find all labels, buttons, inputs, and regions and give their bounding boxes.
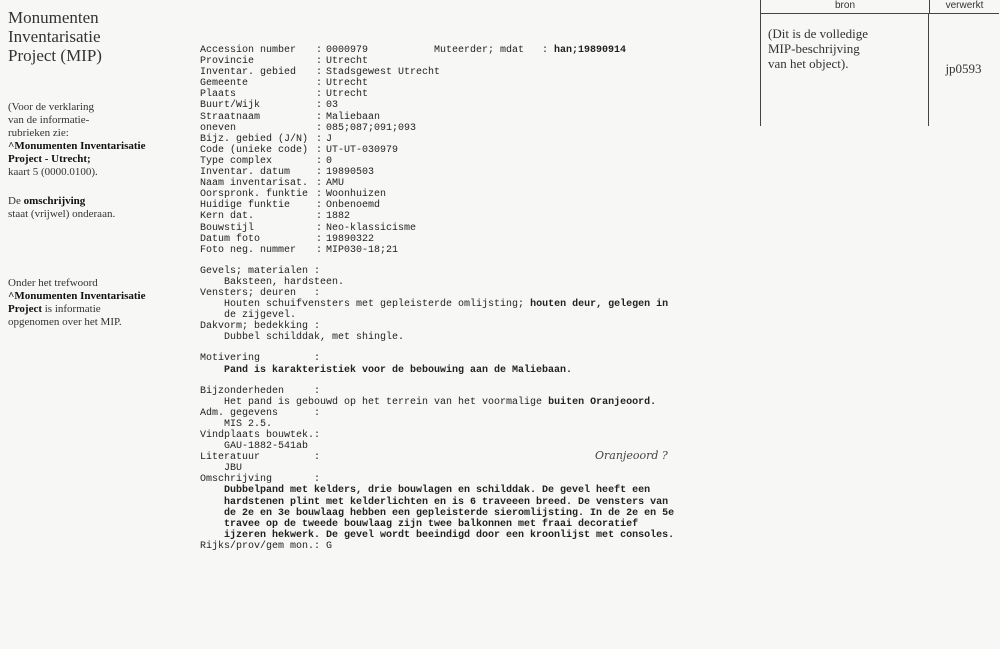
field-value: 0000979 [326, 45, 369, 56]
field-label: Huidige funktie [200, 200, 291, 212]
field-value: Woonhuizen [326, 189, 387, 201]
table-header [761, 0, 999, 14]
field-label: Plaats [200, 89, 237, 101]
field-row: Bijz. gebied (J/N) : J [200, 133, 333, 145]
section-text: Dubbelpand met kelders, drie bouwlagen en schilddak. De gevel heeft een [224, 485, 651, 497]
field-row: Straatnaam : Maliebaan [200, 111, 381, 123]
field-label: Oorspronk. funktie [200, 189, 309, 201]
section-label: Rijks/prov/gem mon.: G [200, 540, 333, 552]
field-row: Huidige funktie : Onbenoemd [200, 200, 381, 212]
note-link: Project [8, 303, 42, 315]
field-value: 1882 [326, 211, 351, 223]
section-label: Literatuur : [200, 452, 321, 464]
section-vensters [200, 288, 720, 321]
field-value: 19890503 [326, 167, 375, 179]
section-label: Dakvorm; bedekking : [200, 321, 321, 333]
field-row: Provincie : Utrecht [200, 56, 369, 68]
source-table [760, 0, 999, 126]
note-line: van de informatie- [8, 114, 90, 126]
field-value: Onbenoemd [326, 200, 381, 212]
field-label: Bijz. gebied (J/N) [200, 133, 309, 145]
section-label: Gevels; materialen : [200, 265, 321, 277]
section-label: Adm. gegevens : [200, 407, 321, 419]
section-text: JBU [224, 463, 243, 475]
field-value: Stadsgewest Utrecht [326, 67, 441, 79]
table-row [761, 14, 999, 126]
field-label: Muteerder; mdat [434, 45, 525, 56]
section-label: Vensters; deuren : [200, 287, 321, 299]
field-row: Foto neg. nummer : MIP030-18;21 [200, 244, 399, 256]
field-value: AMU [326, 178, 345, 190]
note-link: ^Monumenten Inventarisatie [8, 290, 146, 302]
field-row: Kern dat. : 1882 [200, 211, 351, 223]
verwerkt-cell: jp0593 [945, 61, 982, 76]
section-text: Pand is karakteristiek voor de bebouwing aan de Maliebaan. [224, 364, 573, 376]
field-label: Type complex [200, 155, 273, 167]
field-row: Oorspronk. funktie : Woonhuizen [200, 189, 387, 201]
section-text: Houten schuifvensters met gepleisterde omlijsting; houten deur, gelegen in [224, 299, 669, 311]
cell-line: MIP-beschrijving [768, 41, 860, 56]
note-line: kaart 5 (0000.0100). [8, 166, 98, 178]
note-line: (Voor de verklaring [8, 101, 94, 113]
field-value: 19890322 [326, 233, 375, 245]
note-link: ^Monumenten Inventarisatie [8, 140, 146, 152]
field-row: Type complex : 0 [200, 155, 333, 167]
field-row: oneven : 085;087;091;093 [200, 122, 417, 134]
field-label: Bouwstijl [200, 222, 255, 234]
field-value: Maliebaan [326, 111, 381, 123]
handwritten-annotation: Oranjeoord ? [595, 449, 668, 462]
note-line: rubrieken zie: [8, 127, 69, 139]
field-row: Inventar. datum : 19890503 [200, 167, 375, 179]
field-value: 0 [326, 155, 333, 167]
field-row: Naam inventarisat. : AMU [200, 178, 345, 190]
field-row: Inventar. gebied : Stadsgewest Utrecht [200, 67, 441, 79]
field-label: Naam inventarisat. [200, 178, 309, 190]
field-label: Code (unieke code) [200, 144, 309, 156]
section-omschrijving [200, 474, 720, 541]
section-text: GAU-1882-541ab [224, 441, 309, 453]
section-rijks [200, 541, 720, 552]
field-value: han;19890914 [554, 45, 627, 56]
section-adm [200, 408, 720, 430]
section-text: Het pand is gebouwd op het terrein van het voormalige buiten Oranjeoord. [224, 396, 657, 408]
field-value: UT-UT-030979 [326, 144, 399, 156]
field-list [200, 45, 720, 256]
page-title [8, 8, 183, 65]
field-row: Accession number : 0000979 [200, 45, 369, 56]
field-row: Buurt/Wijk : 03 [200, 100, 339, 112]
cell-line: van het object). [768, 56, 849, 71]
section-label: Bijzonderheden : [200, 385, 321, 397]
field-value: Utrecht [326, 89, 369, 101]
title-line: Inventarisatie [8, 27, 101, 46]
section-text: travee op de tweede bouwlaag zijn twee balkonnen met fraai decoratief [224, 518, 639, 530]
field-value: Utrecht [326, 56, 369, 68]
section-text: Baksteen, hardsteen. [224, 276, 345, 288]
section-text: de 2e en 3e bouwlaag hebben een gepleisterde sieromlijsting. In de 2e en 5e [224, 507, 675, 519]
field-value: J [326, 133, 333, 145]
section-text: ijzeren hekwerk. De gevel wordt beeindigd door een kroonlijst met consoles. [224, 529, 675, 541]
field-value: Neo-klassicisme [326, 222, 417, 234]
section-motivering [200, 353, 720, 375]
omschrijving-note [8, 195, 183, 221]
section-dakvorm [200, 321, 720, 343]
section-bijzonderheden [200, 386, 720, 408]
field-label: Inventar. datum [200, 167, 291, 179]
trefwoord-note [8, 277, 183, 329]
field-label: Kern dat. [200, 211, 255, 223]
field-label: Inventar. gebied [200, 67, 297, 79]
field-value: MIP030-18;21 [326, 244, 399, 256]
field-label: Provincie [200, 56, 255, 68]
field-value: 03 [326, 100, 339, 112]
note-line: Onder het trefwoord [8, 277, 98, 289]
field-label: Gemeente [200, 78, 249, 90]
column-header-bron: bron [761, 0, 930, 13]
note-text: is informatie [42, 303, 101, 315]
field-value: 085;087;091;093 [326, 122, 417, 134]
field-row: Code (unieke code) : UT-UT-030979 [200, 144, 399, 156]
title-line: Monumenten [8, 8, 99, 27]
mutation-field: Muteerder; mdat : han;19890914 [434, 45, 627, 56]
field-value: Utrecht [326, 78, 369, 90]
note-line: staat (vrijwel) onderaan. [8, 208, 116, 220]
field-label: oneven [200, 122, 237, 134]
field-row: Bouwstijl : Neo-klassicisme [200, 222, 417, 234]
title-line: Project (MIP) [8, 46, 102, 65]
section-text: hardstenen plint met kelderlichten en is 6 traveeen breed. De vensters van [224, 496, 669, 508]
column-header-verwerkt: verwerkt [945, 0, 984, 11]
field-label: Accession number [200, 45, 297, 56]
explanation-note [8, 101, 183, 179]
section-label: Vindplaats bouwtek.: [200, 430, 321, 441]
section-text: MIS 2.5. [224, 418, 273, 430]
sidebar [8, 8, 183, 345]
note-link: Project - Utrecht; [8, 153, 91, 165]
field-label: Datum foto [200, 233, 261, 245]
cell-line: (Dit is de volledige [768, 26, 869, 41]
field-label: Straatnaam [200, 111, 261, 123]
note-text: De [8, 195, 24, 207]
section-label: Motivering : [200, 353, 321, 365]
note-line: opgenomen over het MIP. [8, 316, 122, 328]
field-label: Buurt/Wijk [200, 100, 261, 112]
section-label: Omschrijving : [200, 474, 321, 486]
record [200, 45, 720, 552]
section-gevels [200, 266, 720, 288]
field-row: Gemeente : Utrecht [200, 78, 369, 90]
note-bold: omschrijving [23, 195, 86, 207]
section-text: de zijgevel. [224, 310, 297, 322]
field-row: Plaats : Utrecht [200, 89, 369, 101]
field-row: Datum foto : 19890322 [200, 233, 375, 245]
bron-cell [761, 14, 929, 126]
field-label: Foto neg. nummer [200, 244, 297, 256]
section-text: Dubbel schilddak, met shingle. [224, 332, 405, 344]
